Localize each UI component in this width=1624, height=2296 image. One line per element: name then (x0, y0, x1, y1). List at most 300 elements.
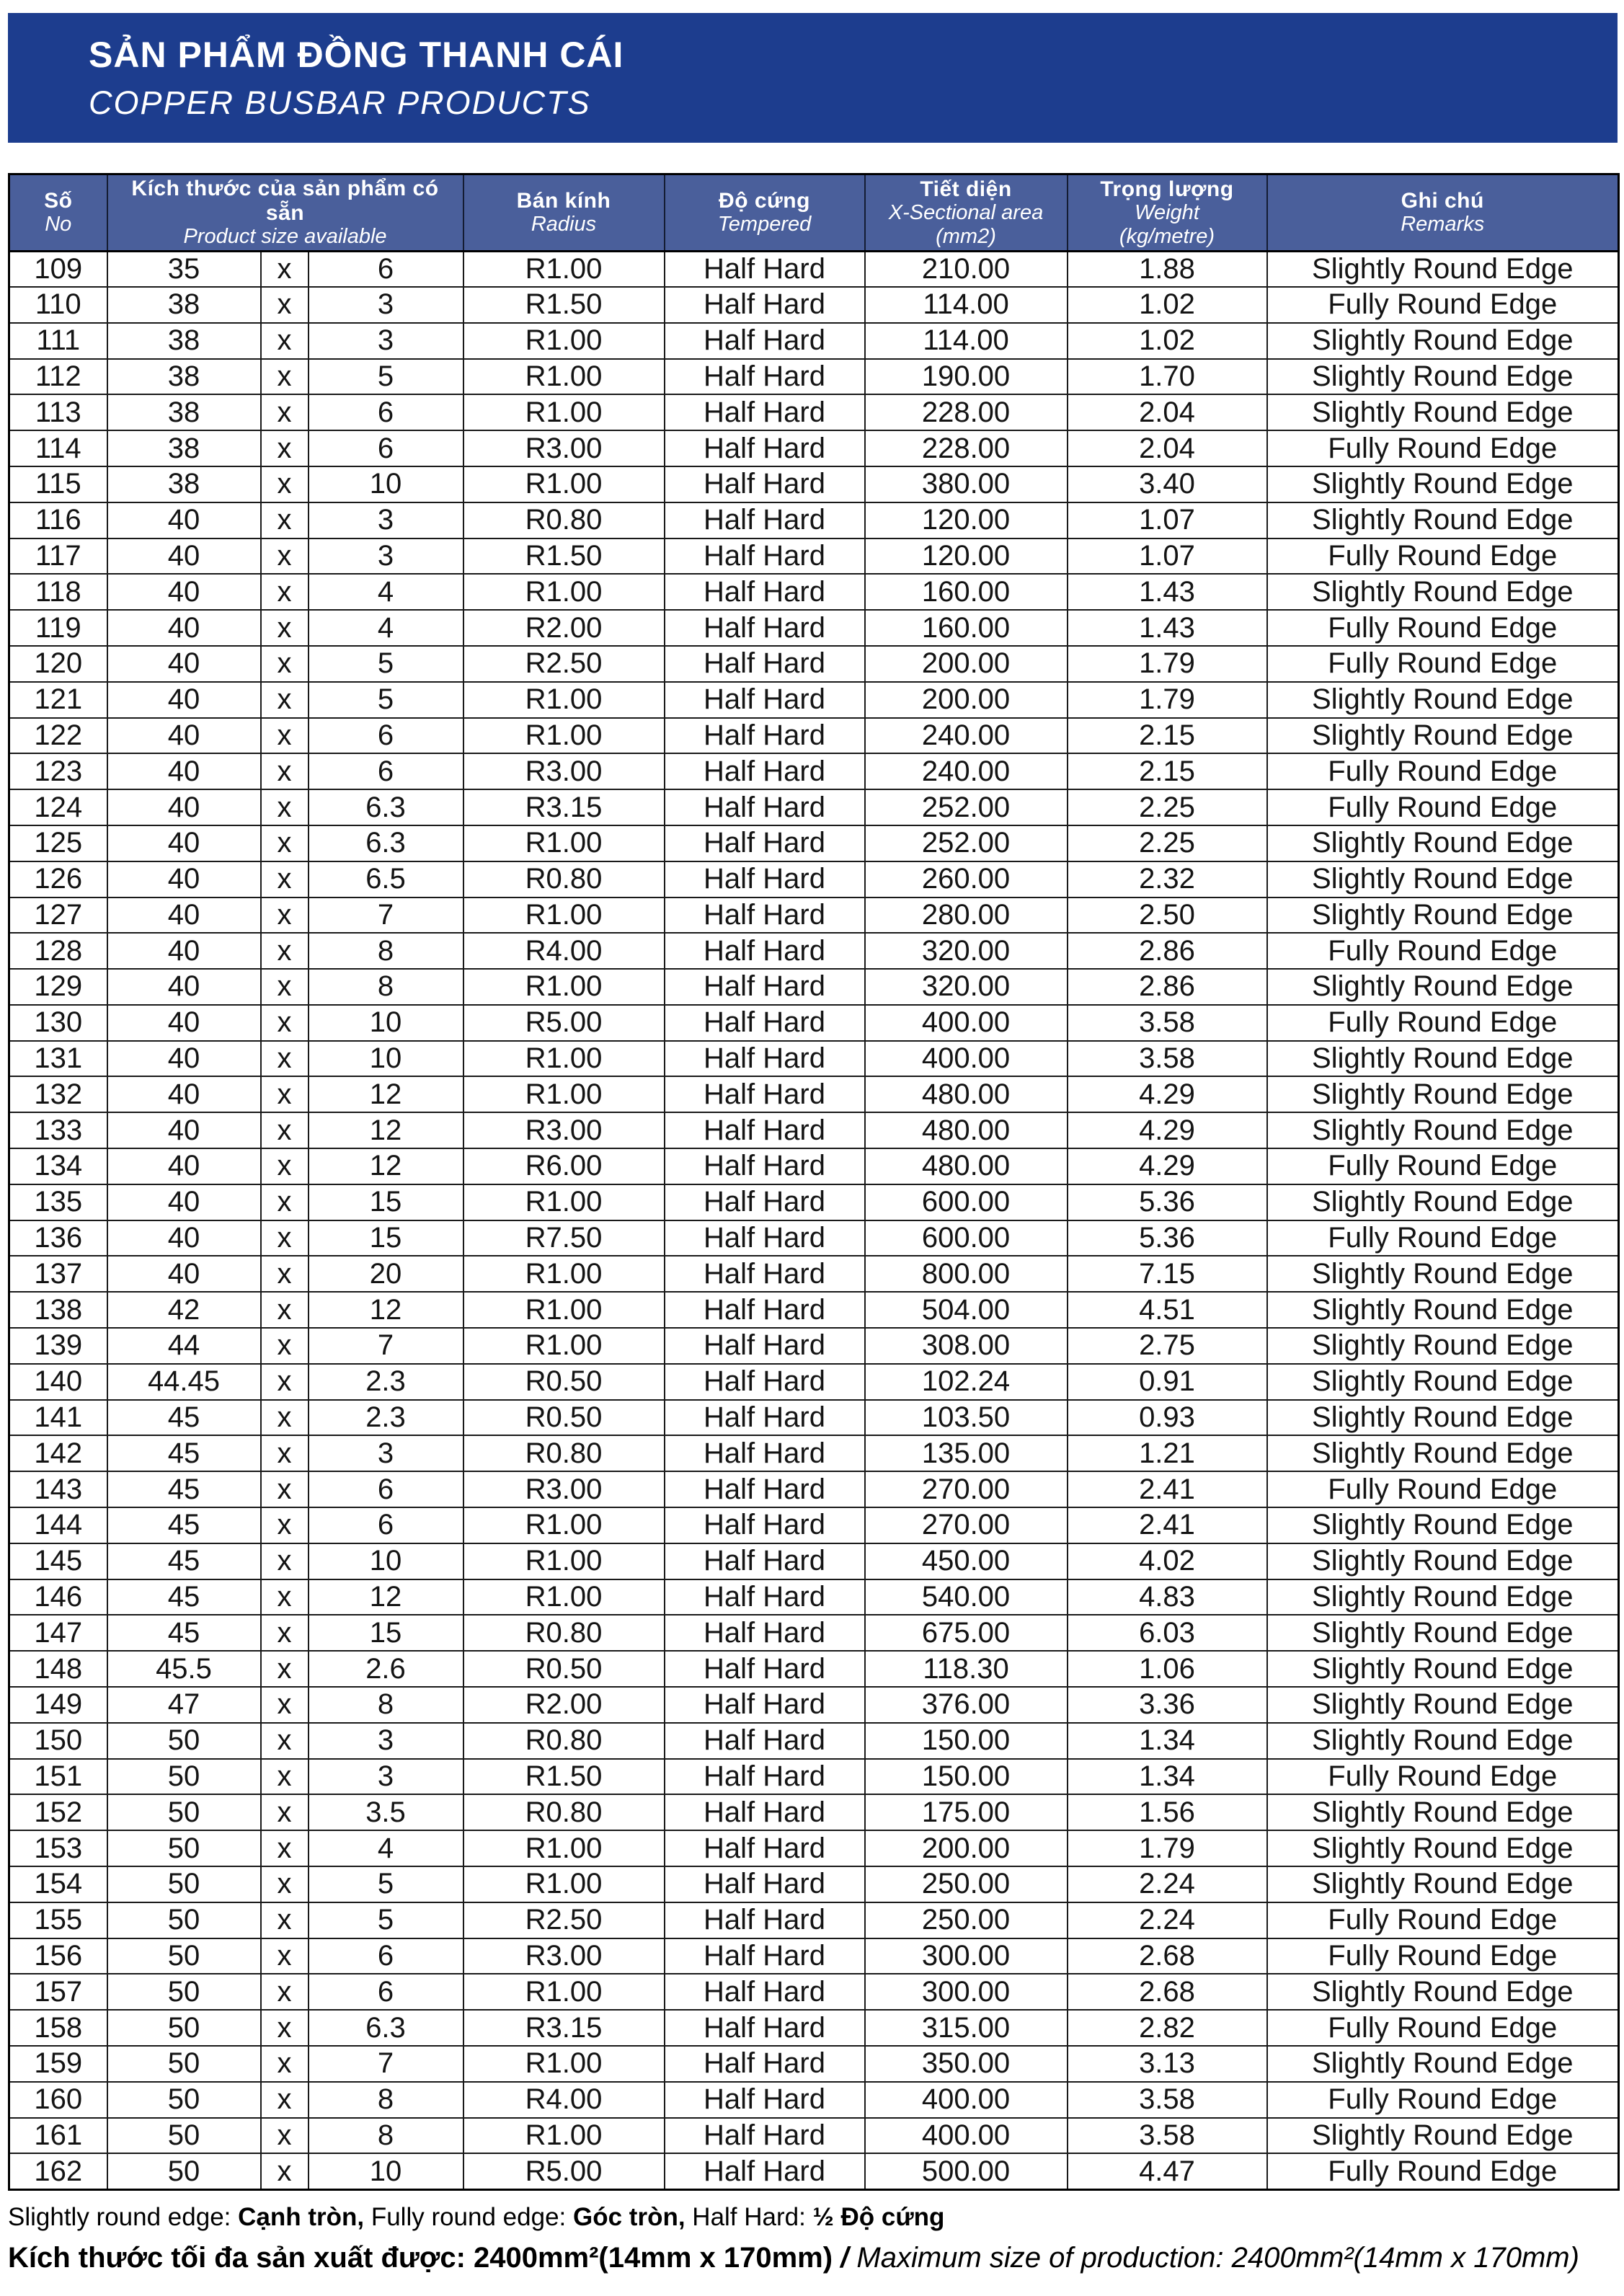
cell-area: 675.00 (865, 1615, 1068, 1651)
cell-x: x (261, 1256, 309, 1292)
cell-x: x (261, 1364, 309, 1400)
cell-width: 44 (107, 1328, 261, 1364)
cell-no: 148 (9, 1651, 107, 1687)
cell-x: x (261, 897, 309, 934)
table-row (9, 2118, 1619, 2154)
cell-no: 137 (9, 1256, 107, 1292)
legend-halfhard-vi: ½ Độ cứng (812, 2203, 945, 2231)
header-remarks (1267, 174, 1619, 252)
cell-width: 50 (107, 1902, 261, 1938)
table-row (9, 1507, 1619, 1543)
cell-remarks: Slightly Round Edge (1267, 1435, 1619, 1471)
cell-x: x (261, 789, 309, 825)
cell-remarks: Fully Round Edge (1267, 753, 1619, 789)
cell-tempered: Half Hard (665, 1579, 865, 1615)
cell-x: x (261, 1184, 309, 1220)
cell-tempered: Half Hard (665, 1723, 865, 1759)
cell-tempered: Half Hard (665, 1112, 865, 1148)
table-row (9, 1759, 1619, 1795)
cell-tempered: Half Hard (665, 933, 865, 969)
cell-radius: R1.00 (463, 466, 665, 502)
cell-area: 200.00 (865, 646, 1068, 682)
cell-thickness: 10 (309, 2153, 463, 2189)
table-row (9, 2082, 1619, 2118)
cell-weight: 2.86 (1068, 933, 1267, 969)
table-row (9, 1830, 1619, 1866)
cell-area: 120.00 (865, 502, 1068, 538)
cell-thickness: 15 (309, 1220, 463, 1256)
cell-x: x (261, 753, 309, 789)
cell-area: 240.00 (865, 753, 1068, 789)
table-row (9, 646, 1619, 682)
cell-radius: R1.00 (463, 1974, 665, 2010)
cell-no: 158 (9, 2010, 107, 2046)
cell-area: 135.00 (865, 1435, 1068, 1471)
cell-no: 143 (9, 1471, 107, 1507)
cell-weight: 2.24 (1068, 1866, 1267, 1902)
table-row (9, 1974, 1619, 2010)
cell-no: 156 (9, 1938, 107, 1974)
cell-tempered: Half Hard (665, 2153, 865, 2189)
table-row (9, 574, 1619, 610)
cell-no: 146 (9, 1579, 107, 1615)
cell-radius: R3.15 (463, 2010, 665, 2046)
cell-remarks: Slightly Round Edge (1267, 825, 1619, 861)
cell-radius: R1.00 (463, 1292, 665, 1328)
cell-area: 210.00 (865, 251, 1068, 287)
cell-weight: 1.43 (1068, 574, 1267, 610)
cell-radius: R1.00 (463, 682, 665, 718)
cell-remarks: Slightly Round Edge (1267, 1400, 1619, 1436)
cell-thickness: 3 (309, 323, 463, 359)
table-row (9, 1794, 1619, 1830)
cell-tempered: Half Hard (665, 1184, 865, 1220)
cell-remarks: Slightly Round Edge (1267, 502, 1619, 538)
cell-area: 240.00 (865, 718, 1068, 754)
cell-remarks: Slightly Round Edge (1267, 2046, 1619, 2082)
table-row (9, 323, 1619, 359)
cell-radius: R6.00 (463, 1148, 665, 1184)
cell-weight: 2.25 (1068, 789, 1267, 825)
cell-width: 50 (107, 1866, 261, 1902)
cell-tempered: Half Hard (665, 394, 865, 430)
cell-weight: 1.07 (1068, 502, 1267, 538)
cell-width: 40 (107, 1076, 261, 1112)
cell-x: x (261, 1435, 309, 1471)
cell-radius: R2.50 (463, 1902, 665, 1938)
cell-area: 600.00 (865, 1184, 1068, 1220)
cell-radius: R1.00 (463, 323, 665, 359)
cell-remarks: Fully Round Edge (1267, 933, 1619, 969)
cell-tempered: Half Hard (665, 502, 865, 538)
table-row (9, 933, 1619, 969)
cell-thickness: 10 (309, 1005, 463, 1041)
cell-width: 50 (107, 2118, 261, 2154)
cell-width: 40 (107, 1220, 261, 1256)
cell-thickness: 15 (309, 1615, 463, 1651)
table-row (9, 1148, 1619, 1184)
cell-tempered: Half Hard (665, 646, 865, 682)
cell-weight: 3.58 (1068, 1005, 1267, 1041)
cell-width: 40 (107, 610, 261, 646)
cell-weight: 2.68 (1068, 1938, 1267, 1974)
cell-radius: R1.00 (463, 825, 665, 861)
cell-remarks: Fully Round Edge (1267, 538, 1619, 575)
table-row (9, 1543, 1619, 1579)
header-area-en: X-Sectional area (888, 201, 1044, 225)
cell-x: x (261, 502, 309, 538)
cell-weight: 2.25 (1068, 825, 1267, 861)
cell-radius: R1.00 (463, 1579, 665, 1615)
cell-x: x (261, 682, 309, 718)
cell-width: 40 (107, 933, 261, 969)
cell-tempered: Half Hard (665, 1364, 865, 1400)
table-row (9, 394, 1619, 430)
cell-x: x (261, 969, 309, 1005)
cell-tempered: Half Hard (665, 1292, 865, 1328)
cell-tempered: Half Hard (665, 1759, 865, 1795)
cell-radius: R1.00 (463, 718, 665, 754)
cell-thickness: 2.6 (309, 1651, 463, 1687)
cell-remarks: Slightly Round Edge (1267, 1687, 1619, 1723)
cell-area: 480.00 (865, 1112, 1068, 1148)
cell-area: 200.00 (865, 682, 1068, 718)
header-tempered-vi: Độ cứng (719, 188, 810, 213)
cell-width: 40 (107, 825, 261, 861)
cell-remarks: Slightly Round Edge (1267, 1830, 1619, 1866)
cell-weight: 1.02 (1068, 323, 1267, 359)
cell-weight: 2.75 (1068, 1328, 1267, 1364)
table-row (9, 682, 1619, 718)
table-body (9, 251, 1619, 2189)
cell-radius: R4.00 (463, 2082, 665, 2118)
cell-radius: R0.50 (463, 1651, 665, 1687)
cell-tempered: Half Hard (665, 1076, 865, 1112)
cell-width: 50 (107, 1759, 261, 1795)
header-size-vi: Kích thước của sản phẩm có sẵn (131, 177, 439, 225)
table-row (9, 287, 1619, 323)
legend-slightly-vi: Cạnh tròn, (238, 2203, 365, 2231)
cell-no: 113 (9, 394, 107, 430)
cell-remarks: Slightly Round Edge (1267, 718, 1619, 754)
cell-remarks: Fully Round Edge (1267, 1005, 1619, 1041)
cell-tempered: Half Hard (665, 1041, 865, 1077)
cell-x: x (261, 610, 309, 646)
cell-remarks: Slightly Round Edge (1267, 1974, 1619, 2010)
cell-radius: R1.00 (463, 1543, 665, 1579)
products-table (8, 173, 1620, 2191)
cell-x: x (261, 1866, 309, 1902)
cell-thickness: 20 (309, 1256, 463, 1292)
footer-legend (8, 2203, 944, 2232)
cell-width: 40 (107, 718, 261, 754)
cell-radius: R3.00 (463, 1471, 665, 1507)
table-row (9, 2010, 1619, 2046)
cell-radius: R3.00 (463, 753, 665, 789)
cell-thickness: 12 (309, 1292, 463, 1328)
cell-tempered: Half Hard (665, 610, 865, 646)
cell-tempered: Half Hard (665, 969, 865, 1005)
cell-weight: 4.29 (1068, 1112, 1267, 1148)
cell-weight: 0.91 (1068, 1364, 1267, 1400)
cell-width: 44.45 (107, 1364, 261, 1400)
cell-remarks: Slightly Round Edge (1267, 1041, 1619, 1077)
cell-weight: 1.21 (1068, 1435, 1267, 1471)
cell-tempered: Half Hard (665, 574, 865, 610)
header-weight-unit: (kg/metre) (1119, 224, 1215, 248)
cell-tempered: Half Hard (665, 287, 865, 323)
cell-area: 228.00 (865, 430, 1068, 466)
cell-width: 38 (107, 287, 261, 323)
cell-x: x (261, 323, 309, 359)
table-row (9, 897, 1619, 934)
table-row (9, 359, 1619, 395)
table-row (9, 1328, 1619, 1364)
cell-thickness: 4 (309, 610, 463, 646)
cell-radius: R1.00 (463, 574, 665, 610)
header-weight-en: Weight (1135, 201, 1199, 225)
cell-weight: 2.82 (1068, 2010, 1267, 2046)
cell-width: 38 (107, 394, 261, 430)
cell-weight: 1.88 (1068, 251, 1267, 287)
cell-x: x (261, 1112, 309, 1148)
cell-tempered: Half Hard (665, 466, 865, 502)
cell-x: x (261, 1507, 309, 1543)
table-row (9, 1112, 1619, 1148)
header-tempered (665, 174, 865, 252)
cell-remarks: Fully Round Edge (1267, 2082, 1619, 2118)
cell-remarks: Fully Round Edge (1267, 2153, 1619, 2189)
cell-remarks: Slightly Round Edge (1267, 1794, 1619, 1830)
cell-width: 45 (107, 1471, 261, 1507)
header-no-vi: Số (44, 188, 73, 213)
cell-x: x (261, 1687, 309, 1723)
cell-no: 114 (9, 430, 107, 466)
cell-x: x (261, 359, 309, 395)
cell-remarks: Slightly Round Edge (1267, 1507, 1619, 1543)
cell-radius: R7.50 (463, 1220, 665, 1256)
max-size-separator: / (833, 2242, 857, 2274)
cell-thickness: 15 (309, 1184, 463, 1220)
cell-width: 40 (107, 789, 261, 825)
cell-radius: R3.00 (463, 1112, 665, 1148)
table-row (9, 1687, 1619, 1723)
cell-x: x (261, 1759, 309, 1795)
cell-remarks: Fully Round Edge (1267, 1148, 1619, 1184)
cell-width: 50 (107, 1723, 261, 1759)
cell-remarks: Fully Round Edge (1267, 1938, 1619, 1974)
table-row (9, 2046, 1619, 2082)
cell-x: x (261, 430, 309, 466)
cell-width: 38 (107, 430, 261, 466)
cell-x: x (261, 861, 309, 897)
cell-weight: 3.40 (1068, 466, 1267, 502)
cell-tempered: Half Hard (665, 1974, 865, 2010)
cell-weight: 3.13 (1068, 2046, 1267, 2082)
cell-radius: R1.00 (463, 2046, 665, 2082)
cell-tempered: Half Hard (665, 251, 865, 287)
cell-remarks: Fully Round Edge (1267, 646, 1619, 682)
cell-radius: R3.00 (463, 1938, 665, 1974)
cell-no: 147 (9, 1615, 107, 1651)
cell-no: 159 (9, 2046, 107, 2082)
cell-width: 35 (107, 251, 261, 287)
cell-x: x (261, 1938, 309, 1974)
cell-area: 150.00 (865, 1723, 1068, 1759)
cell-x: x (261, 1220, 309, 1256)
cell-x: x (261, 933, 309, 969)
cell-thickness: 5 (309, 682, 463, 718)
cell-remarks: Slightly Round Edge (1267, 1184, 1619, 1220)
cell-no: 161 (9, 2118, 107, 2154)
cell-thickness: 6.3 (309, 789, 463, 825)
cell-tempered: Half Hard (665, 430, 865, 466)
header-area-vi: Tiết diện (920, 177, 1012, 201)
cell-weight: 2.41 (1068, 1507, 1267, 1543)
cell-width: 45 (107, 1507, 261, 1543)
cell-remarks: Slightly Round Edge (1267, 359, 1619, 395)
table-row (9, 1400, 1619, 1436)
header-radius (463, 174, 665, 252)
cell-no: 123 (9, 753, 107, 789)
cell-weight: 2.15 (1068, 718, 1267, 754)
cell-weight: 1.79 (1068, 646, 1267, 682)
cell-remarks: Fully Round Edge (1267, 1471, 1619, 1507)
cell-no: 118 (9, 574, 107, 610)
cell-radius: R0.80 (463, 502, 665, 538)
cell-x: x (261, 825, 309, 861)
cell-x: x (261, 718, 309, 754)
cell-remarks: Slightly Round Edge (1267, 1112, 1619, 1148)
cell-radius: R5.00 (463, 1005, 665, 1041)
cell-remarks: Fully Round Edge (1267, 2010, 1619, 2046)
cell-no: 111 (9, 323, 107, 359)
cell-no: 150 (9, 1723, 107, 1759)
cell-weight: 6.03 (1068, 1615, 1267, 1651)
cell-no: 142 (9, 1435, 107, 1471)
table-row (9, 538, 1619, 575)
cell-weight: 1.02 (1068, 287, 1267, 323)
cell-thickness: 3 (309, 538, 463, 575)
table-row (9, 1076, 1619, 1112)
cell-remarks: Slightly Round Edge (1267, 2118, 1619, 2154)
cell-no: 126 (9, 861, 107, 897)
cell-x: x (261, 1902, 309, 1938)
cell-weight: 3.58 (1068, 2082, 1267, 2118)
cell-weight: 0.93 (1068, 1400, 1267, 1436)
cell-width: 50 (107, 1794, 261, 1830)
cell-weight: 2.41 (1068, 1471, 1267, 1507)
cell-thickness: 12 (309, 1579, 463, 1615)
cell-no: 154 (9, 1866, 107, 1902)
cell-no: 120 (9, 646, 107, 682)
cell-x: x (261, 1723, 309, 1759)
cell-no: 127 (9, 897, 107, 934)
cell-thickness: 7 (309, 2046, 463, 2082)
cell-area: 118.30 (865, 1651, 1068, 1687)
table-row (9, 789, 1619, 825)
cell-area: 400.00 (865, 2082, 1068, 2118)
cell-remarks: Slightly Round Edge (1267, 1292, 1619, 1328)
cell-weight: 1.79 (1068, 682, 1267, 718)
table-row (9, 1723, 1619, 1759)
header-row (9, 174, 1619, 252)
header-tempered-en: Tempered (717, 213, 812, 236)
table-row (9, 825, 1619, 861)
cell-no: 121 (9, 682, 107, 718)
header-remarks-vi: Ghi chú (1401, 188, 1484, 213)
table-row (9, 969, 1619, 1005)
cell-weight: 2.50 (1068, 897, 1267, 934)
cell-width: 40 (107, 574, 261, 610)
cell-tempered: Half Hard (665, 753, 865, 789)
cell-remarks: Slightly Round Edge (1267, 323, 1619, 359)
cell-area: 103.50 (865, 1400, 1068, 1436)
table-row (9, 430, 1619, 466)
cell-area: 320.00 (865, 969, 1068, 1005)
cell-area: 800.00 (865, 1256, 1068, 1292)
footer-max-size (8, 2242, 1579, 2274)
cell-remarks: Slightly Round Edge (1267, 1076, 1619, 1112)
header-area (865, 174, 1068, 252)
cell-x: x (261, 2046, 309, 2082)
cell-area: 280.00 (865, 897, 1068, 934)
table-row (9, 2153, 1619, 2189)
cell-width: 40 (107, 682, 261, 718)
cell-weight: 2.32 (1068, 861, 1267, 897)
cell-thickness: 8 (309, 933, 463, 969)
cell-thickness: 6 (309, 1938, 463, 1974)
table-row (9, 1220, 1619, 1256)
cell-weight: 1.07 (1068, 538, 1267, 575)
legend-fully-label: Fully round edge: (364, 2203, 573, 2231)
cell-x: x (261, 2082, 309, 2118)
table-header (9, 174, 1619, 252)
cell-tempered: Half Hard (665, 861, 865, 897)
cell-weight: 2.24 (1068, 1902, 1267, 1938)
cell-no: 144 (9, 1507, 107, 1543)
cell-no: 151 (9, 1759, 107, 1795)
cell-x: x (261, 1543, 309, 1579)
table-row (9, 1938, 1619, 1974)
cell-thickness: 8 (309, 969, 463, 1005)
cell-thickness: 7 (309, 1328, 463, 1364)
cell-weight: 1.34 (1068, 1759, 1267, 1795)
cell-thickness: 3 (309, 502, 463, 538)
cell-tempered: Half Hard (665, 2118, 865, 2154)
cell-radius: R0.80 (463, 1615, 665, 1651)
cell-tempered: Half Hard (665, 2082, 865, 2118)
cell-area: 200.00 (865, 1830, 1068, 1866)
table-row (9, 1866, 1619, 1902)
cell-width: 40 (107, 1112, 261, 1148)
cell-tempered: Half Hard (665, 359, 865, 395)
cell-weight: 4.83 (1068, 1579, 1267, 1615)
cell-area: 315.00 (865, 2010, 1068, 2046)
cell-area: 114.00 (865, 287, 1068, 323)
cell-radius: R1.50 (463, 538, 665, 575)
cell-width: 40 (107, 502, 261, 538)
cell-thickness: 6 (309, 1974, 463, 2010)
cell-width: 45 (107, 1435, 261, 1471)
table-row (9, 1902, 1619, 1938)
cell-x: x (261, 1005, 309, 1041)
cell-area: 102.24 (865, 1364, 1068, 1400)
cell-area: 175.00 (865, 1794, 1068, 1830)
cell-thickness: 12 (309, 1148, 463, 1184)
cell-remarks: Fully Round Edge (1267, 1902, 1619, 1938)
cell-thickness: 8 (309, 2118, 463, 2154)
